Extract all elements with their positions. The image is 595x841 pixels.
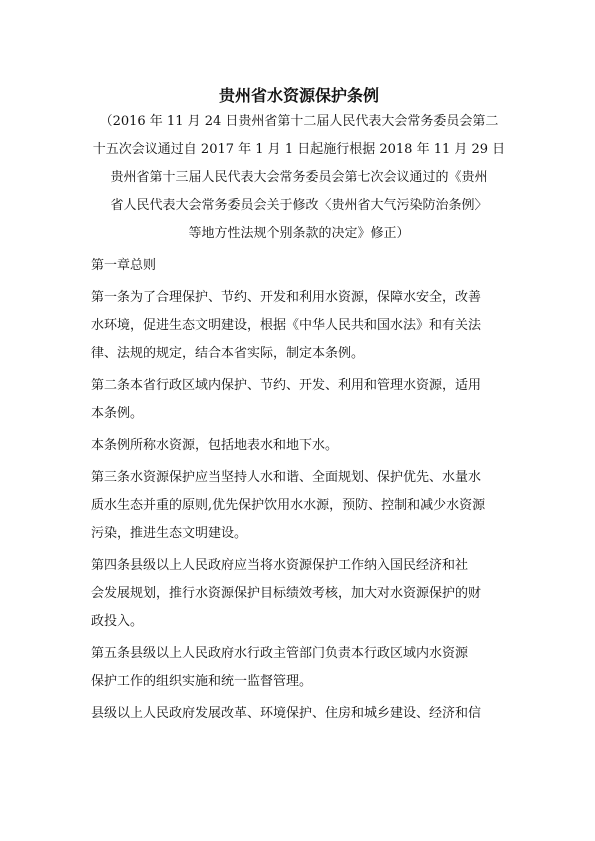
article-2-definition [91, 432, 507, 460]
preamble-line: 十五次会议通过自 2017 年 1 月 1 日起施行根据 2018 年 11 月 29 日 [92, 142, 506, 157]
paragraph-line: 本条例。 [91, 406, 144, 421]
article-5-continued [91, 700, 507, 728]
preamble-line: 等地方性法规个别条款的决定》修正） [188, 226, 410, 241]
paragraph-line: 第二条本省行政区域内保护、节约、开发、利用和管理水资源，适用 [91, 378, 482, 393]
document-title: 贵州省水资源保护条例 [218, 86, 379, 105]
article-5 [91, 640, 507, 696]
paragraph-line: 第一条为了合理保护、节约、开发和利用水资源，保障水安全，改善 [91, 290, 482, 305]
preamble [91, 108, 507, 248]
article-4 [91, 552, 507, 636]
paragraph-line: 政投入。 [91, 614, 144, 629]
paragraph-line: 会发展规划，推行水资源保护目标绩效考核，加大对水资源保护的财 [91, 586, 482, 601]
chapter-heading: 第一章总则 [91, 258, 157, 273]
preamble-line: 省人民代表大会常务委员会关于修改〈贵州省大气污染防治条例〉 [110, 198, 488, 213]
paragraph-line: 污染，推进生态文明建设。 [91, 526, 248, 541]
paragraph-line: 第三条水资源保护应当坚持人水和谐、全面规划、保护优先、水量水 [91, 470, 482, 485]
preamble-line: 贵州省第十三届人民代表大会常务委员会第七次会议通过的《贵州 [110, 170, 488, 185]
paragraph-line: 第四条县级以上人民政府应当将水资源保护工作纳入国民经济和社 [91, 558, 469, 573]
paragraph-line: 第五条县级以上人民政府水行政主管部门负责本行政区域内水资源 [91, 646, 469, 661]
article-3 [91, 464, 507, 548]
paragraph-line: 质水生态并重的原则,优先保护饮用水水源，预防、控制和减少水资源 [91, 498, 486, 513]
paragraph-line: 县级以上人民政府发展改革、环境保护、住房和城乡建设、经济和信 [91, 706, 482, 721]
paragraph-line: 律、法规的规定，结合本省实际，制定本条例。 [91, 346, 365, 361]
paragraph-line: 本条例所称水资源，包括地表水和地下水。 [91, 438, 339, 453]
article-2 [91, 372, 507, 428]
preamble-line: （2016 年 11 月 24 日贵州省第十二届人民代表大会常务委员会第二 [99, 114, 499, 129]
paragraph-line: 水环境，促进生态文明建设，根据《中华人民共和国水法》和有关法 [91, 318, 482, 333]
paragraph-line: 保护工作的组织实施和统一监督管理。 [91, 674, 313, 689]
article-1 [91, 284, 507, 368]
